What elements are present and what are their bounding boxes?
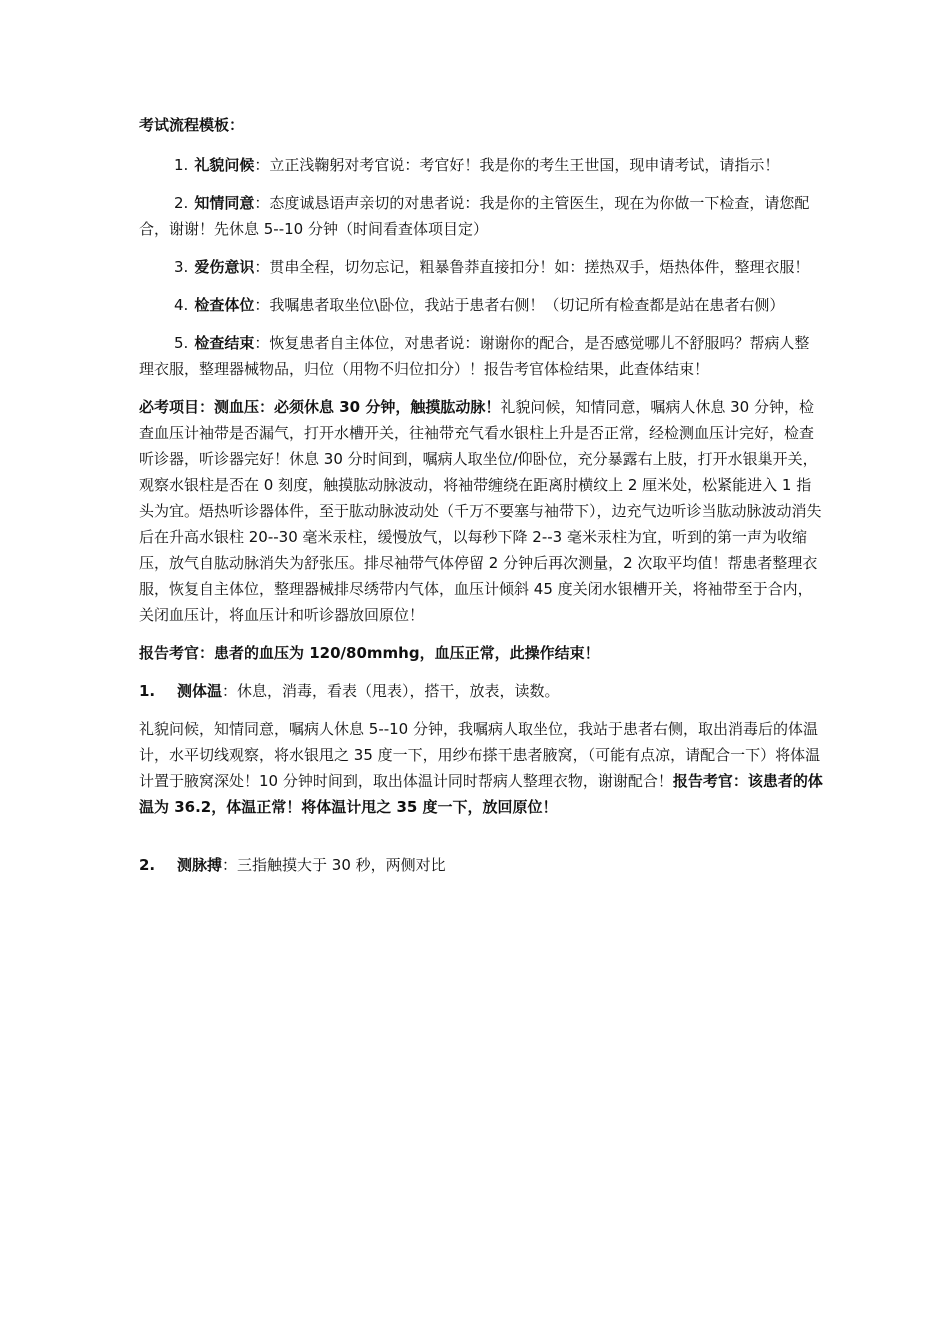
step-number: 4. [174,296,189,314]
step-label: 爱伤意识 [194,258,255,276]
pulse-heading [139,852,824,878]
step-4 [139,292,824,318]
temperature-heading [139,678,824,704]
bp-heading: 必考项目：测血压：必须休息 30 分钟，触摸肱动脉！ [139,398,501,416]
step-2 [139,190,824,242]
step-1 [139,152,824,178]
document-page [139,112,824,890]
temp-report: 报告考官：该患者的体温为 36.2，体温正常！将体温计甩之 35 度一下，放回原位！ [139,772,823,816]
step-label: 知情同意 [194,194,255,212]
spacer [139,832,824,852]
step-label: 礼貌问候 [194,156,255,174]
temp-text: 礼貌问候，知情同意，嘱病人休息 5--10 分钟，我嘱病人取坐位，我站于患者右侧，取出消毒后的体温计，水平切线观察，将水银甩之 35 度一下，用纱布搽干患者腋窝，（可能有点凉，请配合一下）将体温计置于腋窝深处！10 分钟时间到，取出体温计同时帮病人整理衣物，谢谢配合！ [139,720,821,790]
section-summary: ：三指触摸大于 30 秒，两侧对比 [222,856,446,874]
step-text: ：我嘱患者取坐位\卧位，我站于患者右侧！（切记所有检查都是站在患者右侧） [254,296,785,314]
section-label: 测脉搏 [177,856,223,874]
blood-pressure-section [139,394,824,628]
step-3 [139,254,824,280]
section-number: 2. [139,856,156,874]
step-text: ：态度诚恳语声亲切的对患者说：我是你的主管医生，现在为你做一下检查，请您配合，谢谢！先休息 5--10 分钟（时间看查体项目定） [139,194,810,238]
step-label: 检查体位 [194,296,255,314]
section-number: 1. [139,682,156,700]
temperature-section [139,716,824,820]
bp-text: 礼貌问候，知情同意，嘱病人休息 30 分钟，检查血压计袖带是否漏气，打开水槽开关，往袖带充气看水银柱上升是否正常，经检测血压计完好，检查听诊器，听诊器完好！休息 30 分时间到，嘱病人取坐位/仰卧位，充分暴露右上肢，打开水银巢开关，观察水银柱是否在 0 刻度，触摸肱动脉波动，将袖带缠绕在距离肘横纹上 2 厘米处，松紧能进入 1 指头为宜。焐热听诊器体件，至于肱动脉波动处（千万不要塞与袖带下），边充气边听诊当肱动脉波动消失后在升高水银柱 20--30 毫米汞柱，缓慢放气，以每秒下降 2--3 毫米汞柱为宜，听到的第一声为收缩压，放气自肱动脉消失为舒张压。排尽袖带气体停留 2 分钟后再次测量，2 次取平均值！帮患者整理衣服，恢复自主体位，整理器械排尽绣带内气体，血压计倾斜 45 度关闭水银槽开关，将袖带至于合内，关闭血压计，将血压计和听诊器放回原位！ [139,398,822,624]
section-summary: ：休息，消毒，看表（甩表），搭干，放表，读数。 [222,682,560,700]
step-text: ：恢复患者自主体位，对患者说：谢谢你的配合，是否感觉哪儿不舒服吗？帮病人整理衣服，整理器械物品，归位（用物不归位扣分）！报告考官体检结果，此查体结束！ [139,334,810,378]
step-5 [139,330,824,382]
step-label: 检查结束 [194,334,255,352]
step-number: 2. [174,194,189,212]
step-number: 1. [174,156,189,174]
step-number: 5. [174,334,189,352]
step-text: ：贯串全程，切勿忘记，粗暴鲁莽直接扣分！如：搓热双手，焐热体件，整理衣服！ [254,258,810,276]
template-title: 考试流程模板： [139,116,245,134]
section-label: 测体温 [177,682,223,700]
step-text: ：立正浅鞠躬对考官说：考官好！我是你的考生王世国，现申请考试，请指示！ [254,156,780,174]
bp-report: 报告考官：患者的血压为 120/80mmhg，血压正常，此操作结束！ [139,644,600,662]
step-number: 3. [174,258,189,276]
